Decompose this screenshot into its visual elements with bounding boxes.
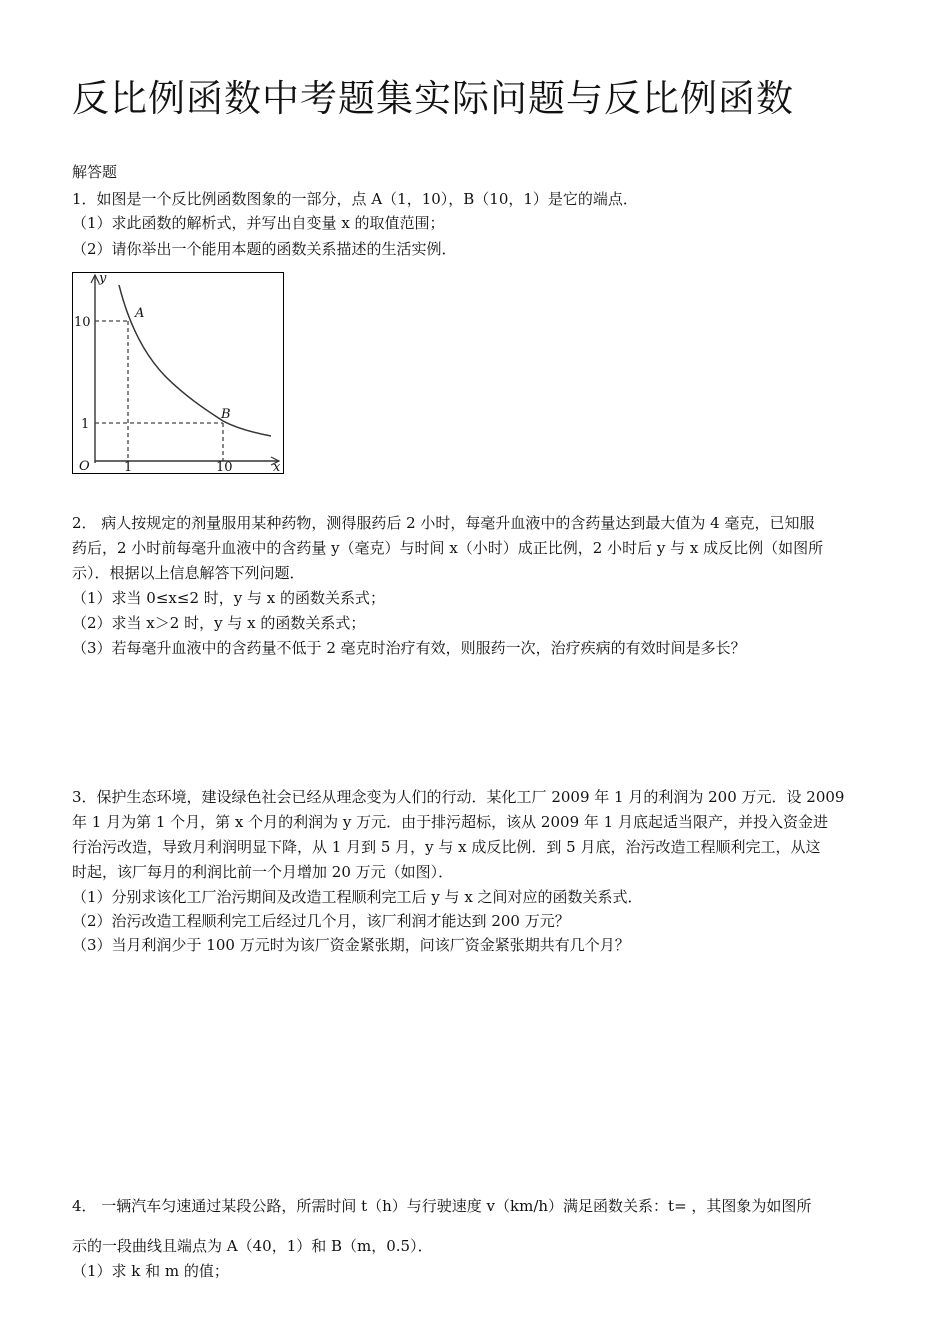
tick-y-1: 1 — [81, 417, 90, 432]
q2-part-1: （1）求当 0≤x≤2 时，y 与 x 的函数关系式； — [72, 589, 386, 607]
q2-line-3: 示）．根据以上信息解答下列问题． — [72, 564, 305, 582]
point-a-label: A — [135, 306, 145, 321]
origin-label: O — [79, 459, 90, 473]
q4-part-1: （1）求 k 和 m 的值； — [72, 1262, 229, 1280]
tick-x-1: 1 — [124, 460, 133, 473]
q2-line-1: 2． 病人按规定的剂量服用某种药物，测得服药后 2 小时，每毫升血液中的含药量达到最大值为 4 毫克，已知服 — [72, 514, 815, 532]
page-title: 反比例函数中考题集实际问题与反比例函数 — [72, 77, 794, 120]
q2-part-2: （2）求当 x＞2 时，y 与 x 的函数关系式； — [72, 614, 366, 632]
tick-x-10: 10 — [216, 460, 233, 473]
q2-part-3: （3）若每毫升血液中的含药量不低于 2 毫克时治疗有效，则服药一次，治疗疾病的有效时间是多长？ — [72, 639, 746, 657]
q1-stem: 1．如图是一个反比例函数图象的一部分，点 A（1，10），B（10，1）是它的端点． — [72, 190, 638, 208]
q1-part-1: （1）求此函数的解析式，并写出自变量 x 的取值范围； — [72, 214, 445, 232]
x-axis-label: x — [273, 460, 281, 473]
q3-line-3: 行治污改造，导致月利润明显下降，从 1 月到 5 月，y 与 x 成反比例．到 5 月底，治污改造工程顺利完工，从这 — [72, 838, 821, 856]
q4-line-2: 示的一段曲线且端点为 A（40，1）和 B（m，0.5）． — [72, 1237, 433, 1255]
q3-line-2: 年 1 月为第 1 个月，第 x 个月的利润为 y 万元．由于排污超标，该从 2009 年 1 月底起适当限产，并投入资金进 — [72, 813, 828, 831]
q3-line-4: 时起，该厂每月的利润比前一个月增加 20 万元（如图）． — [72, 863, 454, 881]
section-heading: 解答题 — [72, 163, 118, 181]
q3-part-1: （1）分别求该化工厂治污期间及改造工程顺利完工后 y 与 x 之间对应的函数关系式． — [72, 888, 643, 906]
q4-line-1: 4． 一辆汽车匀速通过某段公路，所需时间 t（h）与行驶速度 v（km/h）满足函数关系：t= ，其图象为如图所 — [72, 1197, 812, 1215]
q2-line-2: 药后，2 小时前每毫升血液中的含药量 y（毫克）与时间 x（小时）成正比例，2 小时后 y 与 x 成反比例（如图所 — [72, 539, 824, 557]
point-b-label: B — [221, 407, 231, 422]
q1-graph — [73, 273, 283, 473]
q3-part-2: （2）治污改造工程顺利完工后经过几个月，该厂利润才能达到 200 万元？ — [72, 912, 570, 930]
q1-figure — [72, 272, 284, 474]
tick-y-10: 10 — [74, 315, 91, 330]
q3-part-3: （3）当月利润少于 100 万元时为该厂资金紧张期，问该厂资金紧张期共有几个月？ — [72, 936, 630, 954]
y-axis-label: y — [99, 273, 107, 286]
q3-line-1: 3．保护生态环境，建设绿色社会已经从理念变为人们的行动．某化工厂 2009 年 1 月的利润为 200 万元．设 2009 — [72, 788, 845, 806]
q1-part-2: （2）请你举出一个能用本题的函数关系描述的生活实例． — [72, 240, 457, 258]
